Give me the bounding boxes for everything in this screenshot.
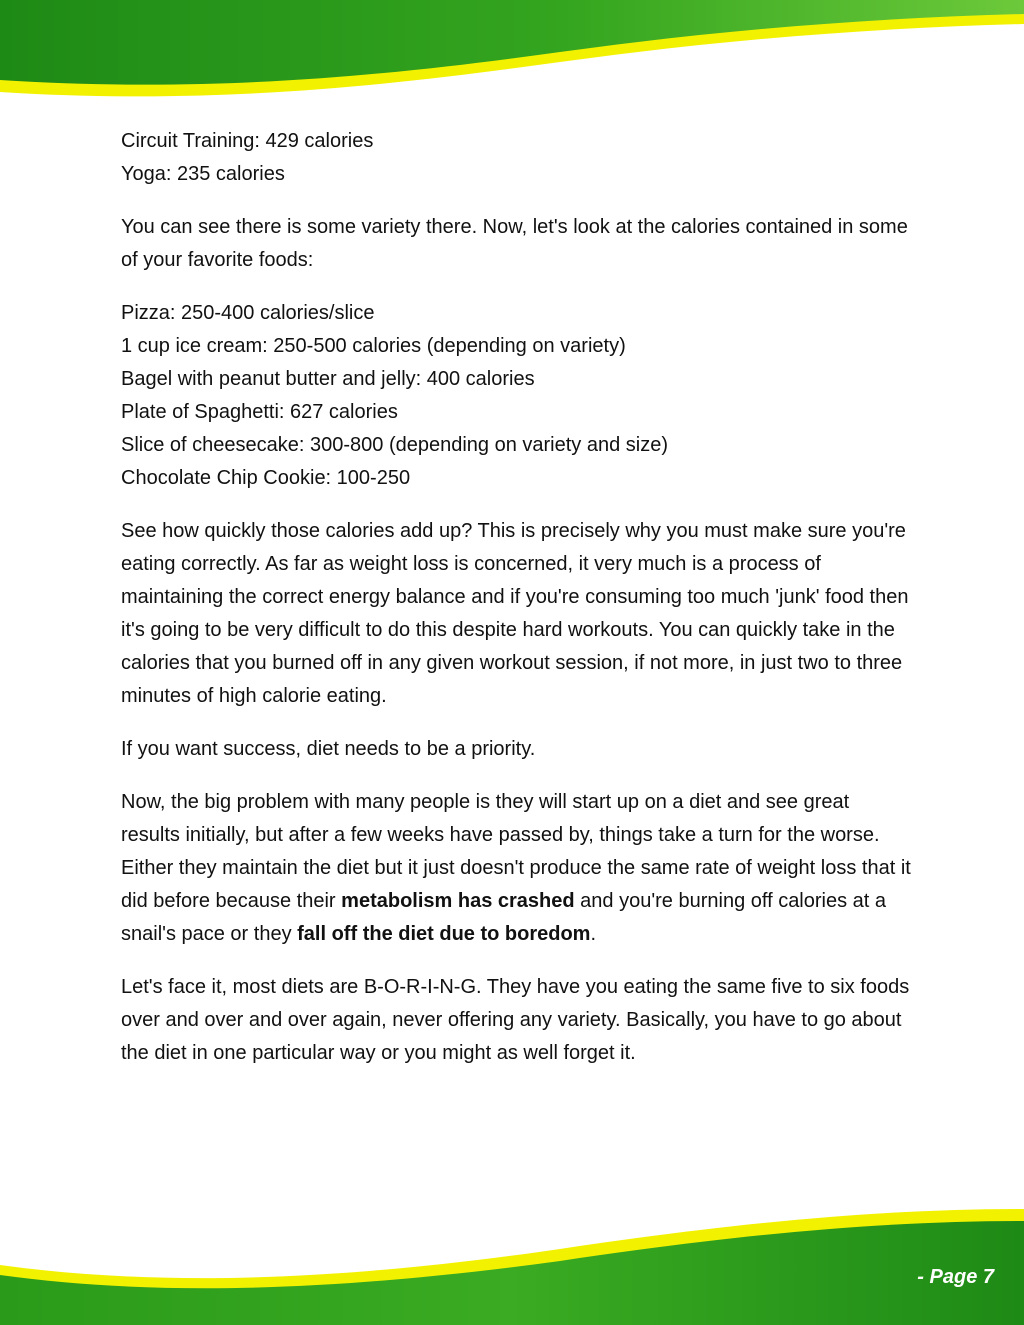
header-wave-decoration bbox=[0, 0, 1024, 115]
food-item: Slice of cheesecake: 300-800 (depending on variety and size) bbox=[121, 434, 669, 456]
food-item: Bagel with peanut butter and jelly: 400 calories bbox=[121, 368, 535, 390]
food-calorie-list bbox=[121, 297, 911, 495]
food-item: Pizza: 250-400 calories/slice bbox=[121, 302, 375, 324]
problem-text: Now, the big problem with many people is they will start up on a diet and see great results initially, but after a few weeks have passed by, things take a turn for the worse. Either they maintain the diet but it just doesn't produce the same rate of weight loss that it did before because their bbox=[121, 791, 911, 912]
problem-text: . bbox=[590, 923, 597, 945]
activity-item: Circuit Training: 429 calories bbox=[121, 130, 374, 152]
page-body bbox=[121, 125, 911, 1090]
emphasis-boredom: fall off the diet due to boredom bbox=[297, 923, 591, 945]
emphasis-metabolism: metabolism has crashed bbox=[341, 890, 575, 912]
food-item: Chocolate Chip Cookie: 100-250 bbox=[121, 467, 411, 489]
boring-paragraph: Let's face it, most diets are B-O-R-I-N-G. They have you eating the same five to six foods over and over and over again, never offering any variety. Basically, you have to go about the diet in one particular way or you might as well forget it. bbox=[121, 976, 910, 1064]
problem-text: and you're burning off calories at a snail's pace or they bbox=[121, 890, 887, 945]
footer-wave-decoration bbox=[0, 1205, 1024, 1325]
calories-paragraph: See how quickly those calories add up? This is precisely why you must make sure you're eating correctly. As far as weight loss is concerned, it very much is a process of maintaining the correct energy balance and if you're consuming too much 'junk' food then it's going to be very difficult to do this despite hard workouts. You can quickly take in the calories that you burned off in any given workout session, if not more, in just two to three minutes of high calorie eating. bbox=[121, 520, 909, 707]
page-number: - Page 7 bbox=[917, 1266, 994, 1288]
problem-paragraph bbox=[121, 786, 911, 951]
food-item: 1 cup ice cream: 250-500 calories (depending on variety) bbox=[121, 335, 626, 357]
food-item: Plate of Spaghetti: 627 calories bbox=[121, 401, 398, 423]
activity-item: Yoga: 235 calories bbox=[121, 163, 285, 185]
intro-paragraph: You can see there is some variety there. Now, let's look at the calories contained in some of your favorite foods: bbox=[121, 216, 908, 271]
priority-paragraph: If you want success, diet needs to be a priority. bbox=[121, 738, 536, 760]
activity-list bbox=[121, 125, 911, 191]
